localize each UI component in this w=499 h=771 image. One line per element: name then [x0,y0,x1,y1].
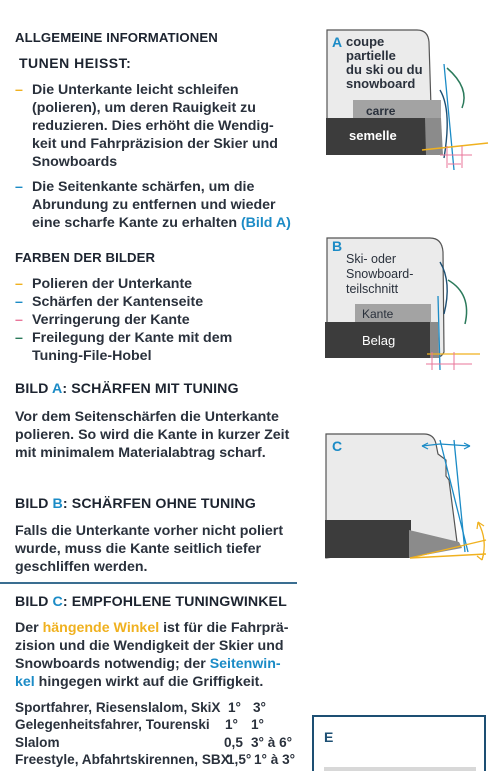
figure-b-cut-label: Ski- oder Snowboard- teilschnitt [346,252,414,296]
table-row: Gelegenheitsfahrer, Tourenski [15,717,210,732]
figure-a-letter: A [332,34,343,50]
color-item-text: Verringerung der Kante [32,312,190,328]
figure-b-letter: B [332,238,343,254]
table-row: Slalom [15,735,60,750]
figure-c-drawing [322,430,494,595]
bild-a-text: Vor dem Seitenschärfen die Unterkante polieren. So wird die Kante in kurzer Zeit mit minimalem Materialabtrag scharf. [15,409,290,461]
color-item-text: Schärfen der Kantenseite [32,294,204,310]
bild-c-text: Der hängende Winkel ist für die Fahrprä-zision und die Wendigkeit der Skier und Snowboards notwendig; der Seitenwin-kel hingegen wirkt auf die Griffigkeit. [15,620,289,690]
section-divider [0,582,297,584]
dash-blue: – [15,294,23,310]
section-heading-colors: FARBEN DER BILDER [15,250,156,265]
figure-e-letter: E [324,729,334,745]
table-cell-seiten: 1° à 3° [254,752,296,767]
bullet-polishing [15,81,285,171]
subheading-tunen: TUNEN HEISST: [19,55,132,71]
figure-a-cut-label: coupe partielle du ski ou du snowboard [346,34,423,91]
table-cell-seiten: 3° à 6° [251,735,293,750]
section-heading-bild-c: BILD C: EMPFOHLENE TUNINGWINKEL [15,594,287,610]
dash-green: – [15,330,23,346]
dash-yellow: – [15,82,23,98]
figure-a [322,28,492,178]
color-item-text: Polieren der Unterkante [32,276,193,292]
dash-yellow: – [15,276,23,292]
color-item-pink [15,311,285,329]
bild-b-text: Falls die Unterkante vorher nicht poliert wurde, muss die Kante seitlich tiefer geschliffen werden. [15,523,284,575]
bullet-sharpening [15,178,295,232]
highlight-seitenwinkel: Seitenwin-kel [15,656,281,690]
table-cell-seiten: 1° [251,717,264,732]
color-item-yellow [15,275,285,293]
figure-ref-a: (Bild A) [240,215,291,231]
table-row: Freestyle, Abfahrtskirennen, SBX [15,752,230,767]
figure-b-base-label: Belag [362,333,396,348]
color-item-blue [15,293,285,311]
table-cell-haengend: 1,5° [227,752,252,767]
section-heading-general: ALLGEMEINE INFORMATIONEN [15,30,218,45]
section-heading-bild-b: BILD B: SCHÄRFEN OHNE TUNING [15,496,256,512]
color-item-green [15,329,277,365]
section-heading-bild-a: BILD A: SCHÄRFEN MIT TUNING [15,381,239,397]
table-cell-haengend: 1° [225,717,238,732]
table-cell-haengend: 1° [228,700,241,715]
dash-blue: – [15,179,23,195]
color-item-text: Freilegung der Kante mit dem Tuning-File-Hobel [32,330,233,364]
table-cell-seiten: 3° [253,700,266,715]
bullet-text: Die Unterkante leicht schleifen (polieren), um deren Rauigkeit zu reduzieren. Dies erhöht die Wendig-keit und Fahrpräzision der Skier und Snowboards [32,82,278,170]
table-row: Sportfahrer, Riesenslalom, SkiX [15,700,221,715]
figure-b [322,236,492,376]
highlight-haengend: hängende Winkel [42,620,160,636]
figure-e-box [312,715,486,771]
figure-a-edge-label: carre [366,104,396,118]
figure-e-image-edge [324,767,476,771]
figure-c-letter: C [332,438,343,454]
table-cell-haengend: 0,5 [224,735,243,750]
dash-pink: – [15,312,23,328]
figure-b-edge-label: Kante [362,307,394,321]
figure-c [322,430,492,595]
bullet-text: Die Seitenkante schärfen, um die Abrundung zu entfernen und wieder eine scharfe Kante zu erhalten [32,179,276,231]
figure-a-base-label: semelle [349,128,397,143]
